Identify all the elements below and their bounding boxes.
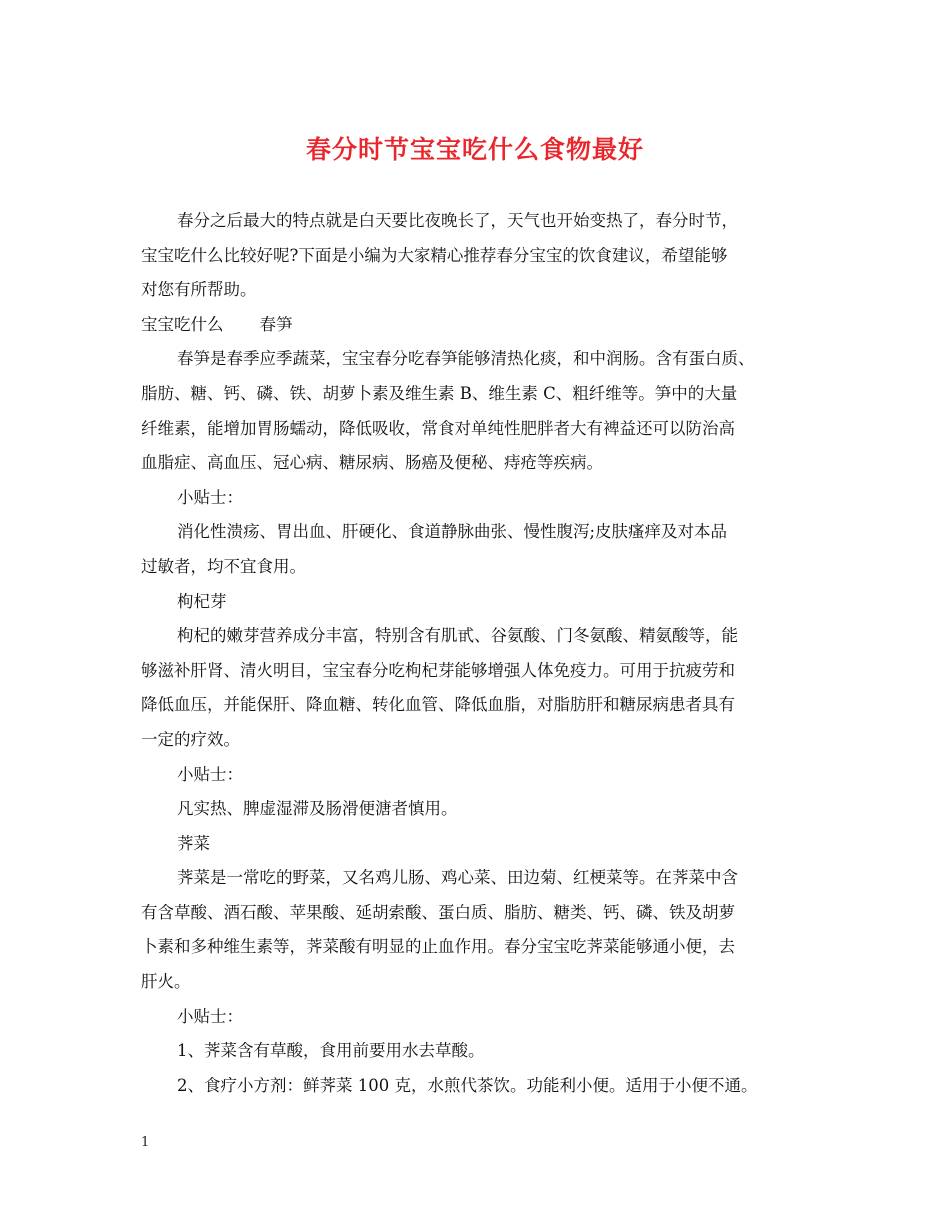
body-line: 纤维素，能增加胃肠蠕动，降低吸收，常食对单纯性肥胖者大有裨益还可以防治高 — [141, 418, 735, 438]
document-body — [141, 204, 813, 1103]
section-heading-goji-sprout: 枸杞芽 — [177, 591, 227, 611]
section-heading-spring-bamboo: 春笋 — [259, 314, 293, 334]
body-line: 脂肪、糖、钙、磷、铁、胡萝卜素及维生素 B、维生素 C、粗纤维等。笋中的大量 — [141, 383, 738, 403]
body-line: 一定的疗效。 — [141, 729, 240, 749]
page-number: 1 — [141, 1135, 150, 1150]
body-line: 肝火。 — [141, 972, 191, 992]
body-line: 荠菜是一常吃的野菜，又名鸡儿肠、鸡心菜、田边菊、红梗菜等。在荠菜中含 — [177, 868, 738, 888]
document-title: 春分时节宝宝吃什么食物最好 — [305, 135, 644, 164]
body-line: 春分之后最大的特点就是白天要比夜晚长了，天气也开始变热了，春分时节， — [177, 211, 738, 230]
body-line: 降低血压，并能保肝、降血糖、转化血管、降低血脂，对脂肪肝和糖尿病患者具有 — [141, 695, 735, 715]
tip-item: 1、荠菜含有草酸，食用前要用水去草酸。 — [177, 1041, 485, 1061]
body-line: 有含草酸、酒石酸、苹果酸、延胡索酸、蛋白质、脂肪、糖类、钙、磷、铁及胡萝 — [141, 902, 735, 922]
section-heading-shepherds-purse: 荠菜 — [177, 833, 210, 853]
body-line: 血脂症、高血压、冠心病、糖尿病、肠癌及便秘、痔疮等疾病。 — [141, 453, 603, 473]
body-line: 对您有所帮助。 — [141, 280, 257, 300]
body-line: 春笋是春季应季蔬菜，宝宝春分吃春笋能够清热化痰，和中润肠。含有蛋白质、 — [177, 349, 755, 369]
body-line: 宝宝吃什么比较好呢?下面是小编为大家精心推荐春分宝宝的饮食建议，希望能够 — [141, 245, 728, 265]
tip-item: 2、食疗小方剂：鲜荠菜 100 克，水煎代茶饮。功能利小便。适用于小便不通。 — [177, 1075, 758, 1095]
section-label: 宝宝吃什么 — [141, 314, 224, 334]
body-line: 凡实热、脾虚湿滞及肠滑便溏者慎用。 — [177, 799, 458, 819]
tip-heading: 小贴士： — [177, 764, 243, 784]
section-label-line — [141, 308, 813, 343]
body-line: 过敏者，均不宜食用。 — [141, 556, 306, 576]
tip-heading: 小贴士： — [177, 1006, 243, 1026]
body-line: 消化性溃疡、胃出血、肝硬化、食道静脉曲张、慢性腹泻;皮肤瘙痒及对本品 — [177, 522, 728, 542]
tip-heading: 小贴士： — [177, 487, 243, 507]
body-line: 卜素和多种维生素等，荠菜酸有明显的止血作用。春分宝宝吃荠菜能够通小便，去 — [141, 937, 735, 957]
body-line: 枸杞的嫩芽营养成分丰富，特别含有肌甙、谷氨酸、门冬氨酸、精氨酸等，能 — [177, 626, 738, 646]
body-line: 够滋补肝肾、清火明目，宝宝春分吃枸杞芽能够增强人体免疫力。可用于抗疲劳和 — [141, 660, 735, 680]
